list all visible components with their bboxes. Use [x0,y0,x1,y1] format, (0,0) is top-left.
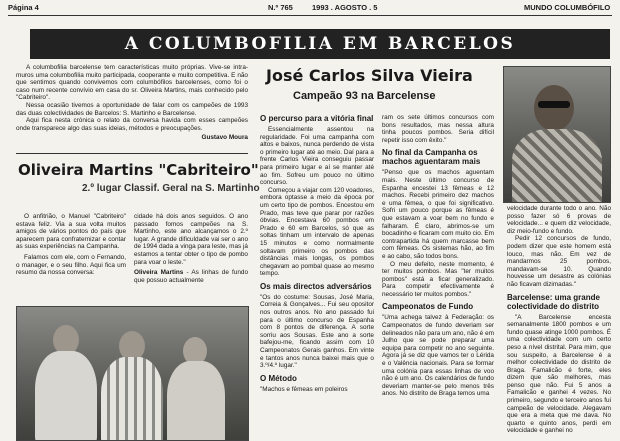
article1-col2-p2: - As linhas de fundo que possuo actualmente [134,269,249,284]
article2-col1-p4: "Machos e fêmeas em poleiros [260,385,348,393]
article2-heading5: Campeonatos de Fundo [382,302,474,312]
article1-col1-p2: Falamos com ele, com o Fernando, o manager, e o seu filho. Aqui fica um resumo da nossa conversa: [16,253,126,277]
article1-col1 [16,213,126,277]
intro-text [16,64,248,142]
intro-p2: Nessa ocasião tivemos a oportunidade de falar com os campeões de 1993 das duas colectividades de Barcelos: S. Martinho e Barcelense. [16,101,248,117]
article3-heading1: Barcelense: uma grande colectividade do distrito [507,292,600,311]
photo-carlos-vieira [503,66,611,203]
article1-title: Oliveira Martins "Cabriteiro" [18,161,259,179]
page-banner: A COLUMBOFILIA EM BARCELOS [30,29,610,59]
article2-title: José Carlos Silva Vieira [266,66,473,85]
page-number: Página 4 [8,3,39,12]
article3-p3: "A Barcelense encesta semanalmente 1800 pombos e um fundo quase atinge 1000 pombos. É uma colectividade com um certo peso a nível distrital. Para mim, que sou suspeito, a Barcelense é a melhor colectividade do distrito de Braga. Famalicão é forte, eles dizem que são melhores, mas penso que não. Fui 5 anos a Famalicão e ganhei 4 vezes. No primeiro, segundo e terceiro anos fui campeão de velocidade. Alegavam que era a meta que me dava. No quarto e quinto anos, perdi em velocidade e ganhei no [507,313,611,435]
article2-col2-p2: "Penso que os machos aguentam mais. Neste último concurso de Espanha encestei 13 fêmeas e 12 machos. Recebi primeiro dez machos e uma fêmea, o que foi significativo. Sofri um pouco porque as fêmeas é que estavam a voar bem no fundo e falharam. É claro, abrimos-se um bocadinho e ficaram com muito cio. Em contrapartida há quem marcasse bem com fêmeas. Os sistemas hão, ao fim e ao cabo, são todos bons. [382,169,494,260]
header-rule [8,15,612,16]
article2-subtitle: Campeão 93 na Barcelense [293,90,436,102]
article2-col1-p2: Começou a viajar com 120 voadores, embora optasse a meio da época por um certo tipo de pombos. Encestou em Prado, mas teve que parar por razões óbvias. Encestava 60 pombos em Prado e 60 em Barcelos, só que as soltas tinham um intervalo de apenas 15 minutos e como normalmente soltavam primeiro os pombos das distâncias mais longas, os pombos chegavam ao pombal quase ao mesmo tempo. [260,186,374,278]
intro-p1: A columbofilia barcelense tem características muito próprias. Vive-se intra-muros uma columbofilia muito participada, cooperante e muito competitiva. E não que sentimos quando convivemos com columbófilos barcelenses, como foi o caso num recente convívio em casa do sr. Oliveira Martins, mais conhecido pelo "Cabriteiro". [16,64,248,102]
article3-col [507,205,611,435]
article2-col1 [260,114,374,393]
article2-heading2: Os mais directos adversários [260,281,372,291]
article3-p2: Pedir 12 concursos de fundo, podem dizer que este homem está louco, mas não. Em vez de mandarmos 25 pombos, mandavam-se 10. Quando houvesse um desastre as colónias não ficavam dizimadas." [507,235,611,288]
article2-col2 [382,114,494,398]
article3-p1: velocidade durante todo o ano. Não posso fazer só 6 provas de velocidade... e quem diz velocidade, diz meio-fundo e fundo. [507,205,611,235]
article1-col1-p1: O anfitrião, o Manuel "Cabriteiro" estava feliz. Via a sua volta muitos amigos de vários pontos do país que aparecem para confraternizar e contar as suas experiências na Campanha. [16,213,126,251]
intro-signature: Gustavo Moura [201,134,248,142]
article1-col2-p1: cidade há dois anos seguidos. O ano passado fomos campeões na S. Martinho, este ano alcançamos o 2.º lugar. A grande dificuldade vai ser o ano de 1994 dada a vinga para leste, mas já estamos a tentar obter o tipo de pombo para voar o leste." [134,213,248,266]
article2-col2-p4: "Uma achega talvez à Federação: os Campeonatos de fundo deveriam ser delineados não para um ano, não é em Julho que se pode preparar uma equipa para competir no ano seguinte. Agora já se diz que vamos ter o Lérida e o Valência nacionais. Para se formar uma colónia para essas linhas de voo não é um ano. Os calendários de fundo deveriam manter-se pelo menos três anos. No distrito de Braga temos uma [382,314,494,398]
article2-col2-p3: O meu defeito, neste momento, é ter muitos pombos. Mas "ter muitos pombos" está a ficar generalizado. Para competir efectivamente é necessário ter muitos pombos." [382,260,494,298]
article1-col2-sig: Oliveira Martins [134,269,184,277]
issue-number: N.º 765 [268,3,293,12]
article2-col1-p3: "Os do costume: Sousas, José Maria, Correia & Gonçalves... Fui seu opositor nos outros anos. No ano passado fui para o último concurso de Espanha com 8 pontos de diferença. A sorte sorriu aos Sousas. Este ano a sorte bafejou-me, ficando assim com 10 Campeonatos Gerais ganhos. Em vinte e tantos anos nunca baixei mais que o 3.º/4.º lugar." [260,293,374,370]
article2-col2-p1: ram os sete últimos concursos com bons resultados, mas nessa altura tinha poucos pombos. Seria difícil repetir isso com êxito." [382,114,494,144]
article1-col2 [134,213,248,284]
article2-heading1: O percurso para a vitória final [260,114,374,123]
publication-name: MUNDO COLUMBÓFILO [524,3,611,12]
article1-subtitle: 2.º lugar Classif. Geral na S. Martinho [82,183,260,194]
article2-col1-p1: Essencialmente assentou na regularidade. Foi uma campanha com altos e baixos, nunca perdendo de vista o primeiro lugar até ao meio. Daí para a frente Carlos Vieira conseguiu passar para primeiro lugar e aí se manter até ao fim. Sofreu um pouco no último concurso. [260,126,374,187]
photo-three-men [16,306,249,441]
article2-heading3: O Método [260,373,297,383]
issue-date: 1993 . AGOSTO . 5 [312,3,378,12]
intro-p3: Aqui fica nesta crónica o relato da conversa havida com esses campeões onde transparece algo das suas ideias, métodos e preocupações. [16,117,248,132]
article2-heading4: No final da Campanha os machos aguentaram mais [382,148,481,167]
intro-rule [16,153,248,154]
